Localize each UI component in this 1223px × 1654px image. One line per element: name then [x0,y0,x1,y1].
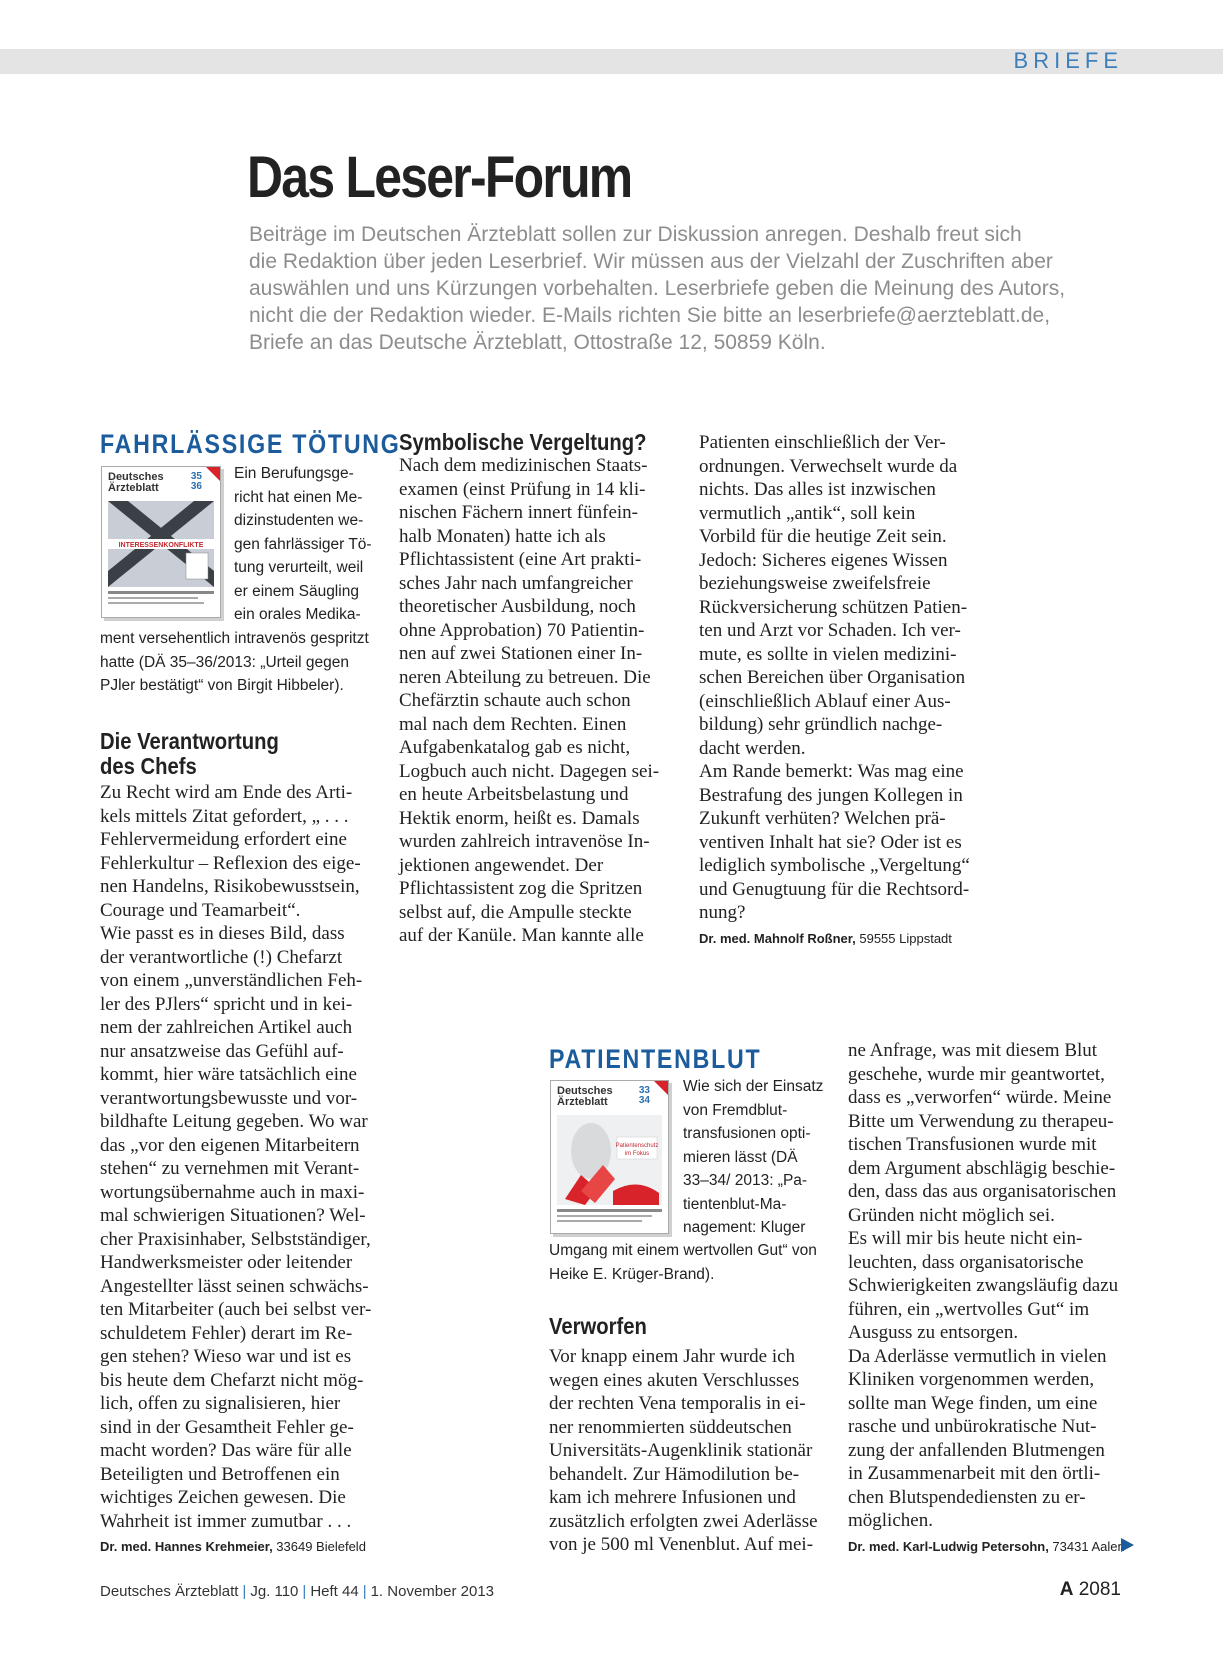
body-line: wurden zahlreich intravenöse In- [399,831,650,852]
body-line: Beteiligten und Betroffenen ein [100,1463,340,1485]
section-label: BRIEFE [1013,48,1123,73]
page-prefix: A [1059,1579,1074,1600]
body-line: cher Praxisinhaber, Selbstständiger, [100,1228,371,1250]
cover-issue: 33 34 [638,1085,650,1106]
body-line: das „vor den eigenen Mitarbeitern [100,1134,360,1156]
body-line: behandelt. Zur Hämodilution be- [549,1463,800,1485]
page-number [1060,1579,1121,1601]
body-line: Bitte um Verwendung zu therapeu- [848,1110,1114,1132]
body-line: Ausguss zu entsorgen. [848,1322,1019,1343]
footer-separator: | [302,1583,307,1600]
body-line: wortungsübernahme auch in maxi- [100,1181,365,1203]
footer-separator: | [362,1583,367,1600]
magazine-cover-image [550,1080,669,1234]
lead-line: 33–34/ 2013: „Pa- [683,1172,808,1189]
body-line: kommt, hier wäre tatsächlich eine [100,1064,357,1085]
lead-line: dizinstudenten we- [234,512,364,529]
letter-body-vergeltung-col2 [699,431,970,925]
body-line: examen (einst Prüfung in 14 kli- [399,478,646,500]
headline-verantwortung-line1: Die Verantwortung [100,728,279,754]
page-footer [100,1583,494,1600]
body-line: auf der Kanüle. Man kannte alle [399,925,644,946]
body-line: en heute Arbeitsbelastung und [399,784,629,805]
cover-masthead: Deutsches Ärzteblatt [108,471,164,494]
body-line: Hektik enorm, heißt es. Damals [399,807,640,829]
signature-place: 59555 Lippstadt [855,931,952,946]
body-line: stehen“ zu vernehmen mit Verant- [100,1158,360,1179]
lead-line: von Fremdblut- [683,1101,788,1119]
cover-graphic [102,467,220,617]
body-line: und Genugtuung für die Rechtsord- [699,878,970,900]
body-line: Logbuch auch nicht. Dagegen sei- [399,760,660,782]
body-line: ler des PJlers“ spricht und in kei- [100,993,353,1015]
body-line: Nach dem medizinischen Staats- [399,455,648,476]
intro-text [249,221,1149,356]
body-line: mal schwierigen Situationen? Wel- [100,1205,366,1226]
signature-petersohn [848,1539,1125,1554]
kicker-patientenblut: PATIENTENBLUT [549,1044,762,1074]
lead-line: transfusionen opti- [683,1125,811,1142]
body-line: der rechten Vena temporalis in ei- [549,1393,806,1414]
page-number-value: 2081 [1078,1579,1121,1600]
body-line: wegen eines akuten Verschlusses [549,1369,800,1391]
body-line: nichts. Das alles ist inzwischen [699,479,936,500]
body-line: Pflichtassistent zog die Spritzen [399,878,643,899]
body-line: Fehlervermeidung erfordert eine [100,829,347,850]
footer-date: 1. November 2013 [370,1583,494,1600]
lead-fahrlaessige-toetung-full [100,627,369,698]
body-line: von je 500 ml Venenblut. Auf mei- [549,1534,814,1555]
magazine-cover-image [101,466,221,618]
body-line: Rückversicherung schützen Patien- [699,596,968,618]
body-line: nur ansatzweise das Gefühl auf- [100,1040,344,1062]
signature-name: Dr. med. Hannes Krehmeier, [100,1539,273,1554]
body-line: ohne Approbation) 70 Patientin- [399,619,645,641]
body-line: ten und Arzt vor Schaden. Ich ver- [699,620,961,641]
body-line: halb Monaten) hatte ich als [399,525,606,547]
letter-body-verantwortung [100,781,371,1533]
body-line: ordnungen. Verwechselt wurde da [699,455,958,477]
body-line: Universitäts-Augenklinik stationär [549,1440,813,1461]
body-line: dem Argument abschlägig beschie- [848,1157,1116,1179]
body-line: Wie passt es in dieses Bild, dass [100,923,345,944]
body-line: wichtiges Zeichen gewesen. Die [100,1487,346,1508]
body-line: schuldetem Fehler) derart im Re- [100,1322,353,1344]
body-line: lediglich symbolische „Vergeltung“ [699,855,970,876]
body-line: chen Blutspendediensten zu er- [848,1486,1086,1508]
body-line: Handwerksmeister oder leitender [100,1252,353,1273]
body-line: Jedoch: Sicheres eigenes Wissen [699,549,948,571]
cover-masthead: Deutsches Ärzteblatt [557,1085,613,1108]
continue-arrow-icon [1121,1538,1134,1552]
intro-line: auswählen und uns Kürzungen vorbehalten. Leserbriefe geben die Meinung des Autors, [249,277,1066,300]
intro-line: Briefe an das Deutsche Ärzteblatt, Ottostraße 12, 50859 Köln. [249,331,826,354]
lead-line: Wie sich der Einsatz [683,1078,824,1095]
body-line: bildhafte Leitung gegeben. Wo war [100,1111,368,1132]
body-line: (einschließlich Ablauf einer Aus- [699,690,951,712]
body-line: Schwierigkeiten zwangsläufig dazu [848,1275,1119,1296]
body-line: kam ich mehrere Infusionen und [549,1487,796,1508]
svg-text:im Fokus: im Fokus [624,1151,650,1157]
footer-issue: Heft 44 [310,1583,359,1600]
lead-patientenblut-full [549,1239,817,1286]
body-line: sollte man Wege finden, um eine [848,1392,1098,1414]
lead-line: nagement: Kluger [683,1219,806,1236]
lead-line: gen fahrlässiger Tö- [234,535,372,553]
kicker-fahrlaessige-toetung: FAHRLÄSSIGE TÖTUNG [100,429,401,459]
body-line: Am Rande bemerkt: Was mag eine [699,761,964,782]
intro-line: nicht die der Redaktion wieder. E-Mails richten Sie bitte an leserbriefe@aerzteblatt.de, [249,304,1051,327]
body-line: Bestrafung des jungen Kollegen in [699,784,963,806]
svg-text:INTERESSENKONFLIKTE: INTERESSENKONFLIKTE [118,542,204,549]
body-line: schen Bereichen über Organisation [699,667,966,688]
footer-journal: Deutsches Ärzteblatt [100,1583,239,1600]
footer-separator: | [242,1583,247,1600]
body-line: Zukunft verhüten? Welchen prä- [699,808,946,829]
body-line: Es will mir bis heute nicht ein- [848,1228,1083,1249]
body-line: zung der anfallenden Blutmengen [848,1439,1105,1461]
body-line: verantwortungsbewusste und vor- [100,1087,358,1109]
body-line: den, dass das aus organisatorischen [848,1181,1117,1202]
body-line: ventiven Inhalt hat sie? Oder ist es [699,831,962,853]
body-line: ten Mitarbeiter (auch bei selbst ver- [100,1299,372,1320]
lead-line: ment versehentlich intravenös gespritzt [100,630,369,647]
body-line: Courage und Teamarbeit“. [100,899,301,921]
body-line: von einem „unverständlichen Feh- [100,970,363,991]
body-line: ner renommierten süddeutschen [549,1416,792,1438]
body-line: bildung) sehr gründlich nachge- [699,714,943,735]
lead-line: er einem Säugling [234,582,359,600]
body-line: bis heute dem Chefarzt nicht mög- [100,1369,364,1391]
lead-patientenblut [683,1075,823,1240]
intro-line: die Redaktion über jeden Leserbrief. Wir müssen aus der Vielzahl der Zuschriften aber [249,250,1053,273]
signature-place: 33649 Bielefeld [272,1539,366,1554]
headline-verworfen: Verworfen [549,1313,647,1339]
lead-line: Heike E. Krüger-Brand). [549,1265,715,1283]
body-line: dass es „verworfen“ würde. Meine [848,1087,1112,1108]
body-line: nem der zahlreichen Artikel auch [100,1017,353,1038]
body-line: Pflichtassistent (eine Art prakti- [399,549,642,570]
body-line: dacht werden. [699,737,806,759]
body-line: nen auf zwei Stationen einer In- [399,643,643,664]
body-line: sches Jahr nach umfangreicher [399,572,633,594]
cover-graphic [551,1081,668,1233]
body-line: theoretischer Ausbildung, noch [399,596,636,617]
body-line: Zu Recht wird am Ende des Arti- [100,782,353,803]
body-line: Vor knapp einem Jahr wurde ich [549,1346,796,1367]
lead-line: richt hat einen Me- [234,488,363,506]
body-line: Patienten einschließlich der Ver- [699,432,946,453]
lead-line: tientenblut-Ma- [683,1195,787,1213]
body-line: führen, ein „wertvolles Gut“ im [848,1298,1090,1320]
body-line: leuchten, dass organisatorische [848,1251,1084,1273]
page-title: Das Leser-Forum [247,145,632,210]
lead-line: tung verurteilt, weil [234,559,364,576]
body-line: der verantwortliche (!) Chefarzt [100,946,343,968]
signature-name: Dr. med. Karl-Ludwig Petersohn, [848,1539,1049,1554]
body-line: rasche und unbürokratische Nut- [848,1416,1097,1437]
lead-line: mieren lässt (DÄ [683,1148,798,1166]
body-line: lich, offen zu signalisieren, hier [100,1393,341,1414]
lead-line: hatte (DÄ 35–36/2013: „Urteil gegen [100,653,350,671]
body-line: mal nach dem Rechten. Einen [399,713,627,735]
body-line: tischen Transfusionen wurde mit [848,1134,1097,1155]
letter-body-verworfen-col1 [549,1345,818,1557]
lead-line: PJler bestätigt“ von Birgit Hibbeler). [100,677,344,694]
body-line: Gründen nicht möglich sei. [848,1204,1055,1226]
body-line: selbst auf, die Ampulle steckte [399,901,632,923]
signature-krehmeier [100,1539,366,1554]
body-line: vermutlich „antik“, soll kein [699,502,916,524]
body-line: macht worden? Das wäre für alle [100,1440,352,1461]
lead-line: Umgang mit einem wertvollen Gut“ von [549,1242,817,1259]
body-line: Chefärztin schaute auch schon [399,690,631,711]
svg-text:Patientenschutz: Patientenschutz [615,1143,659,1149]
body-line: kels mittels Zitat gefordert, „ . . . [100,805,349,827]
body-line: beziehungsweise zweifelsfreie [699,573,931,594]
lead-line: ein orales Medika- [234,606,361,623]
body-line: in Zusammenarbeit mit den örtli- [848,1463,1101,1484]
intro-line: Beiträge im Deutschen Ärzteblatt sollen zur Diskussion anregen. Deshalb freut sich [249,223,1022,246]
signature-name: Dr. med. Mahnolf Roßner, [699,931,856,946]
body-line: Fehlerkultur – Reflexion des eige- [100,852,361,874]
body-line: nung? [699,902,746,923]
body-line: sind in der Gesamtheit Fehler ge- [100,1416,354,1438]
headline-symbolische-vergeltung: Symbolische Vergeltung? [399,429,647,455]
body-line: zusätzlich erfolgten zwei Aderlässe [549,1510,818,1532]
body-line: mute, es sollte in vielen medizini- [699,643,957,665]
body-line: möglichen. [848,1510,933,1531]
body-line: Angestellter lässt seinen schwächs- [100,1275,369,1297]
body-line: nischen Fächern innert fünfein- [399,502,638,523]
body-line: Vorbild für die heutige Zeit sein. [699,526,947,547]
signature-place: 73431 Aalen [1048,1539,1125,1554]
body-line: Aufgabenkatalog gab es nicht, [399,737,631,758]
body-line: Wahrheit ist immer zumutbar . . . [100,1510,352,1532]
letter-body-verworfen-col2 [848,1039,1118,1533]
body-line: neren Abteilung zu betreuen. Die [399,666,651,688]
signature-rossner [699,931,952,946]
body-line: gen stehen? Wieso war und ist es [100,1346,352,1367]
body-line: Da Aderlässe vermutlich in vielen [848,1345,1107,1367]
lead-line: Ein Berufungsge- [234,465,354,482]
cover-issue: 35 36 [190,471,202,492]
lead-fahrlaessige-toetung [234,462,372,627]
body-line: jektionen angewendet. Der [399,854,604,876]
body-line: geschehe, wurde mir geantwortet, [848,1063,1105,1085]
body-line: nen Handelns, Risikobewusstsein, [100,876,360,897]
headline-verantwortung-line2: des Chefs [100,753,197,779]
footer-volume: Jg. 110 [250,1583,299,1600]
body-line: ne Anfrage, was mit diesem Blut [848,1040,1098,1061]
body-line: Kliniken vorgenommen werden, [848,1369,1095,1390]
letter-body-vergeltung-col1 [399,454,659,948]
